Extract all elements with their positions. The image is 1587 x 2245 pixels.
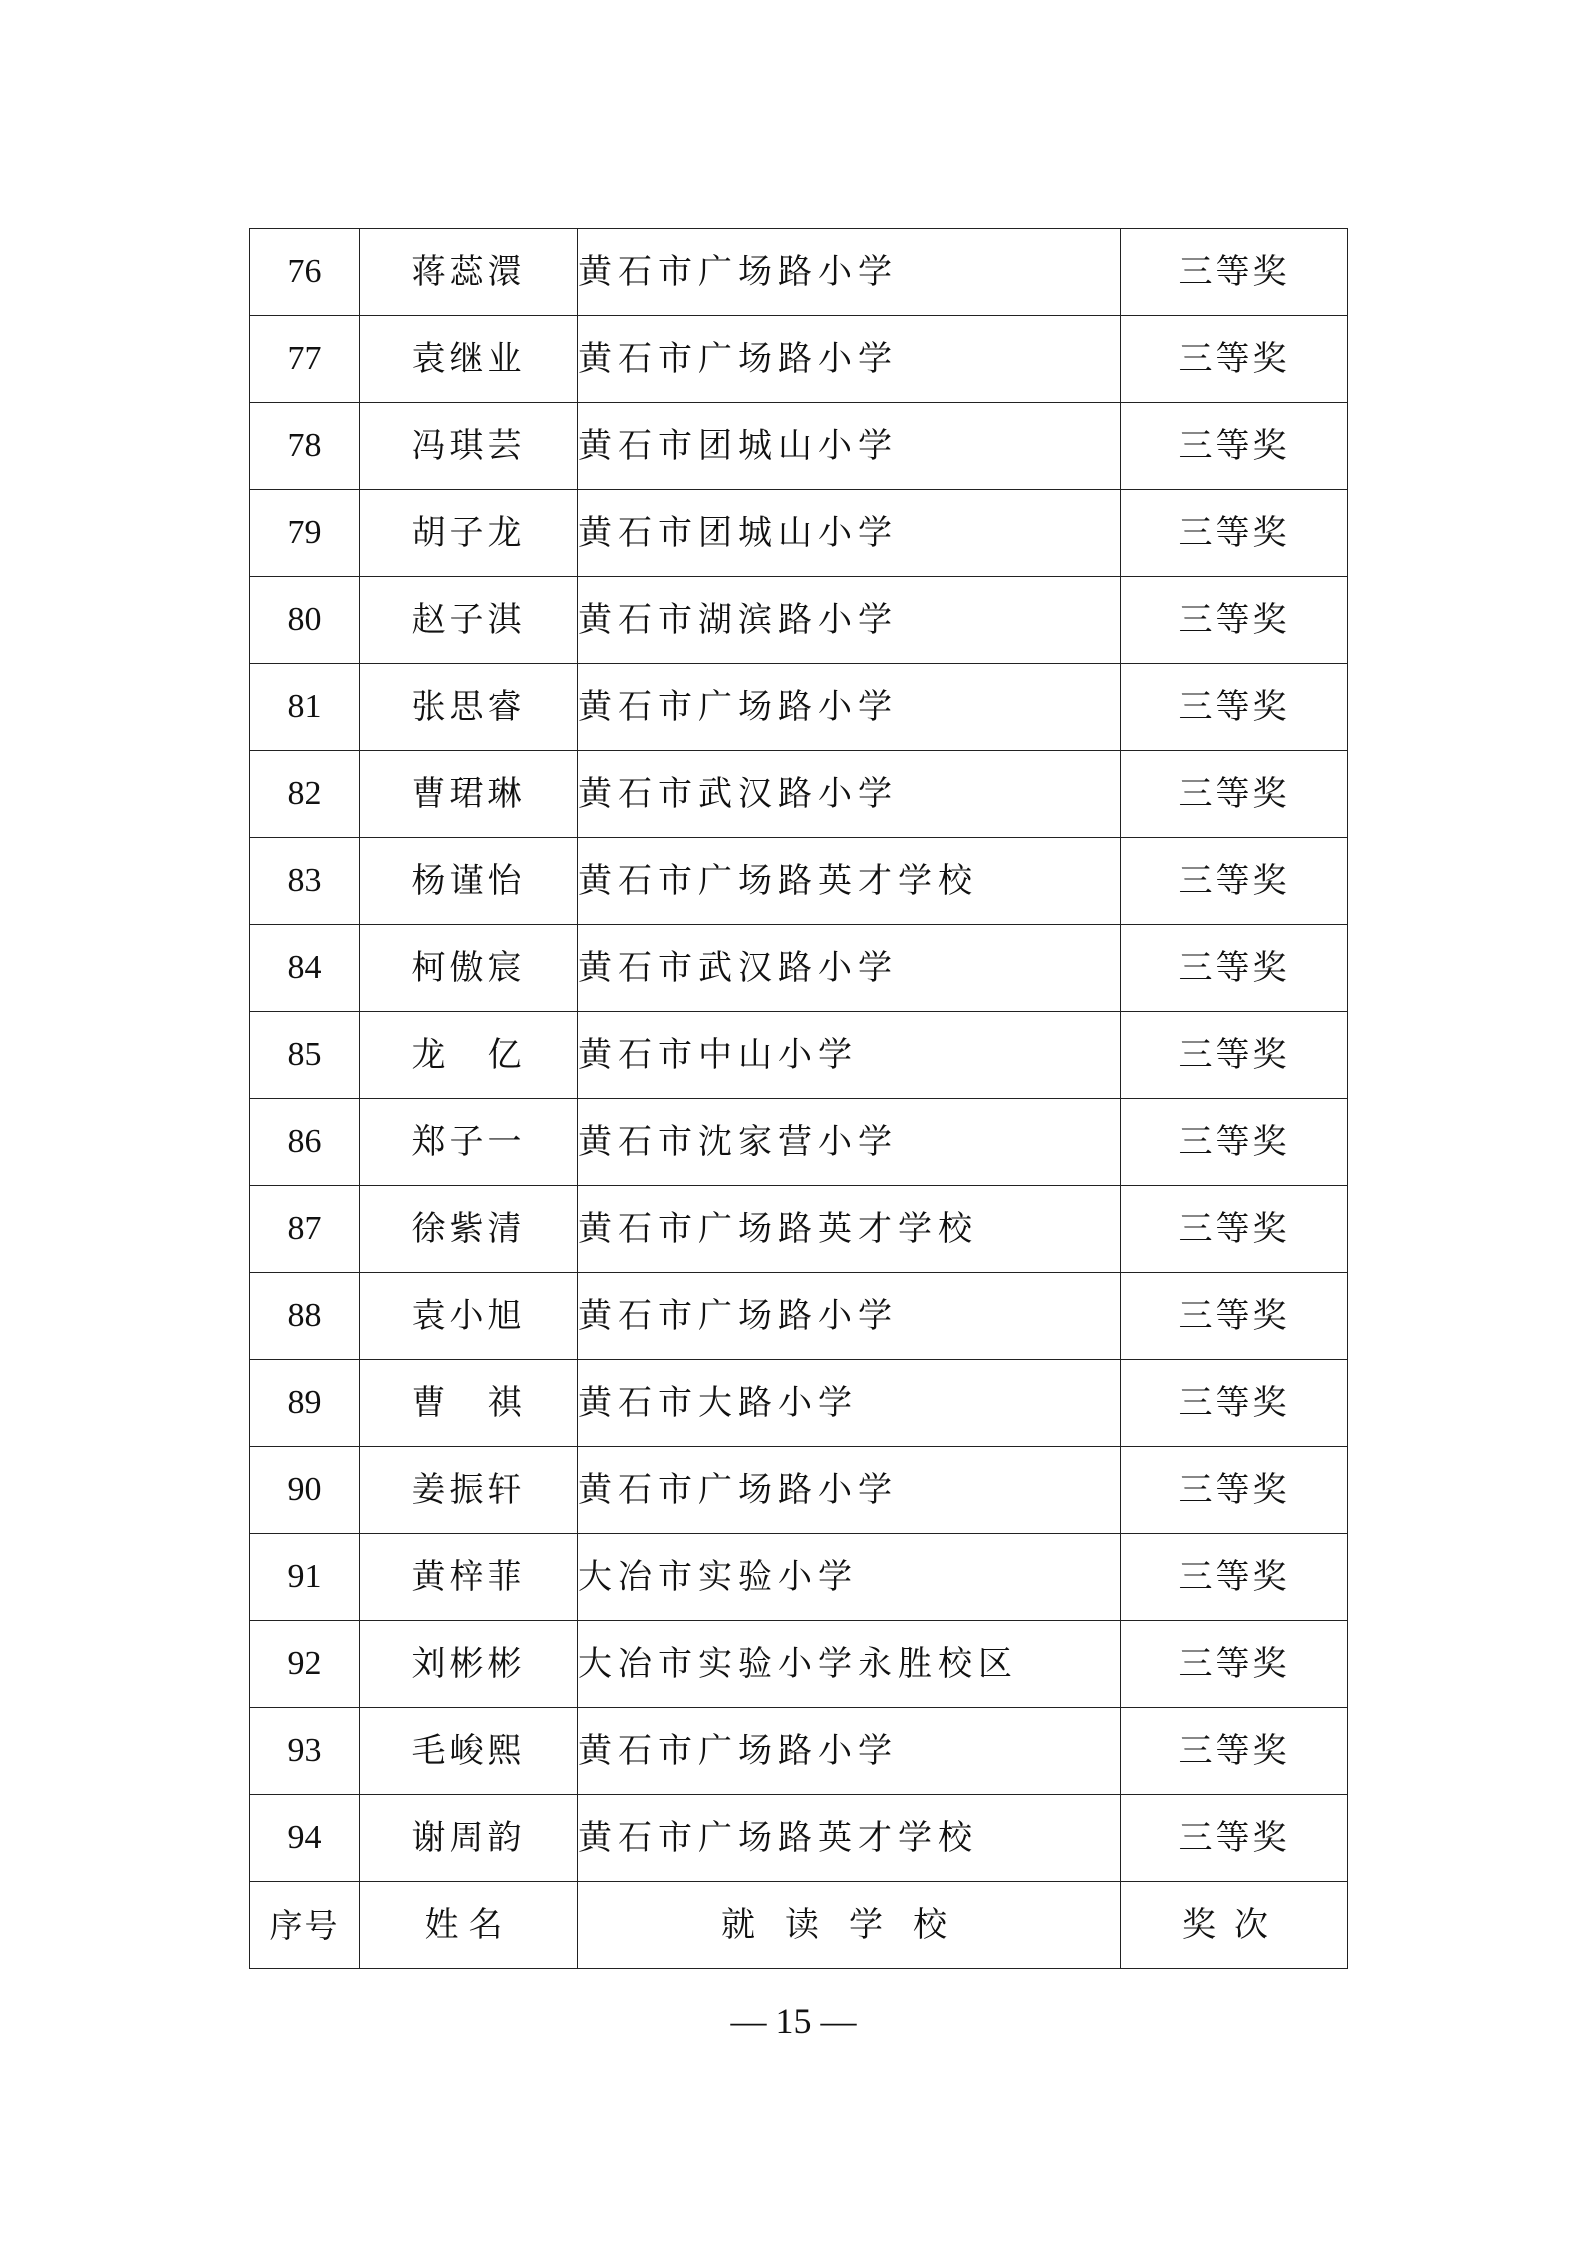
student-name-cell: 冯琪芸 [360, 403, 578, 490]
table-row [250, 229, 1348, 316]
table-row [250, 1447, 1348, 1534]
school-cell: 黄石市广场路英才学校 [578, 838, 1121, 925]
table-header-row [250, 1882, 1348, 1969]
award-cell: 三等奖 [1121, 1447, 1348, 1534]
award-cell: 三等奖 [1121, 490, 1348, 577]
serial-number-cell: 89 [250, 1360, 360, 1447]
school-cell: 黄石市广场路小学 [578, 1273, 1121, 1360]
student-name-cell: 赵子淇 [360, 577, 578, 664]
school-cell: 黄石市广场路小学 [578, 1447, 1121, 1534]
student-name-cell: 姜振轩 [360, 1447, 578, 1534]
table-row [250, 1099, 1348, 1186]
school-cell: 黄石市广场路小学 [578, 1708, 1121, 1795]
student-name-cell: 徐紫清 [360, 1186, 578, 1273]
serial-number-cell: 88 [250, 1273, 360, 1360]
table-row [250, 1708, 1348, 1795]
school-cell: 黄石市团城山小学 [578, 403, 1121, 490]
serial-number-cell: 90 [250, 1447, 360, 1534]
header-award: 奖次 [1121, 1882, 1348, 1969]
student-name-cell: 张思睿 [360, 664, 578, 751]
student-name-cell: 郑子一 [360, 1099, 578, 1186]
school-cell: 黄石市湖滨路小学 [578, 577, 1121, 664]
table-row [250, 577, 1348, 664]
serial-number-cell: 87 [250, 1186, 360, 1273]
award-list-table [249, 228, 1348, 1969]
serial-number-cell: 85 [250, 1012, 360, 1099]
page-number: — 15 — [730, 2001, 857, 2041]
award-cell: 三等奖 [1121, 316, 1348, 403]
student-name-cell: 谢周韵 [360, 1795, 578, 1882]
award-cell: 三等奖 [1121, 1621, 1348, 1708]
award-cell: 三等奖 [1121, 751, 1348, 838]
table-row [250, 490, 1348, 577]
award-cell: 三等奖 [1121, 1795, 1348, 1882]
school-cell: 黄石市沈家营小学 [578, 1099, 1121, 1186]
school-cell: 黄石市团城山小学 [578, 490, 1121, 577]
header-school: 就读学校 [578, 1882, 1121, 1969]
award-cell: 三等奖 [1121, 925, 1348, 1012]
student-name-cell: 袁继业 [360, 316, 578, 403]
school-cell: 黄石市广场路英才学校 [578, 1795, 1121, 1882]
table-row [250, 403, 1348, 490]
award-cell: 三等奖 [1121, 229, 1348, 316]
school-cell: 大冶市实验小学永胜校区 [578, 1621, 1121, 1708]
table-row [250, 1186, 1348, 1273]
school-cell: 黄石市广场路英才学校 [578, 1186, 1121, 1273]
table-row [250, 316, 1348, 403]
serial-number-cell: 78 [250, 403, 360, 490]
student-name-cell: 柯傲宸 [360, 925, 578, 1012]
award-cell: 三等奖 [1121, 664, 1348, 751]
table-row [250, 1795, 1348, 1882]
serial-number-cell: 81 [250, 664, 360, 751]
table-row [250, 1273, 1348, 1360]
student-name-cell: 龙 亿 [360, 1012, 578, 1099]
serial-number-cell: 91 [250, 1534, 360, 1621]
student-name-cell: 毛峻熙 [360, 1708, 578, 1795]
table-row [250, 751, 1348, 838]
award-cell: 三等奖 [1121, 1708, 1348, 1795]
serial-number-cell: 80 [250, 577, 360, 664]
award-cell: 三等奖 [1121, 1360, 1348, 1447]
award-cell: 三等奖 [1121, 838, 1348, 925]
serial-number-cell: 79 [250, 490, 360, 577]
award-cell: 三等奖 [1121, 1099, 1348, 1186]
serial-number-cell: 93 [250, 1708, 360, 1795]
school-cell: 黄石市广场路小学 [578, 229, 1121, 316]
award-cell: 三等奖 [1121, 1012, 1348, 1099]
school-cell: 黄石市广场路小学 [578, 316, 1121, 403]
student-name-cell: 胡子龙 [360, 490, 578, 577]
serial-number-cell: 94 [250, 1795, 360, 1882]
school-cell: 黄石市大路小学 [578, 1360, 1121, 1447]
serial-number-cell: 83 [250, 838, 360, 925]
table-row [250, 1534, 1348, 1621]
table-row [250, 1012, 1348, 1099]
table-row [250, 664, 1348, 751]
award-rows [250, 229, 1348, 1882]
serial-number-cell: 82 [250, 751, 360, 838]
school-cell: 黄石市武汉路小学 [578, 751, 1121, 838]
student-name-cell: 刘彬彬 [360, 1621, 578, 1708]
student-name-cell: 袁小旭 [360, 1273, 578, 1360]
award-cell: 三等奖 [1121, 577, 1348, 664]
table-row [250, 925, 1348, 1012]
serial-number-cell: 84 [250, 925, 360, 1012]
student-name-cell: 黄梓菲 [360, 1534, 578, 1621]
award-cell: 三等奖 [1121, 1534, 1348, 1621]
serial-number-cell: 76 [250, 229, 360, 316]
award-cell: 三等奖 [1121, 403, 1348, 490]
serial-number-cell: 77 [250, 316, 360, 403]
school-cell: 大冶市实验小学 [578, 1534, 1121, 1621]
serial-number-cell: 86 [250, 1099, 360, 1186]
school-cell: 黄石市中山小学 [578, 1012, 1121, 1099]
table-row [250, 1621, 1348, 1708]
award-cell: 三等奖 [1121, 1186, 1348, 1273]
student-name-cell: 蒋蕊澴 [360, 229, 578, 316]
table-row [250, 838, 1348, 925]
serial-number-cell: 92 [250, 1621, 360, 1708]
student-name-cell: 曹珺琳 [360, 751, 578, 838]
header-name: 姓名 [360, 1882, 578, 1969]
student-name-cell: 曹 祺 [360, 1360, 578, 1447]
school-cell: 黄石市广场路小学 [578, 664, 1121, 751]
school-cell: 黄石市武汉路小学 [578, 925, 1121, 1012]
student-name-cell: 杨谨怡 [360, 838, 578, 925]
header-serial-number: 序号 [250, 1882, 360, 1969]
award-cell: 三等奖 [1121, 1273, 1348, 1360]
table-row [250, 1360, 1348, 1447]
